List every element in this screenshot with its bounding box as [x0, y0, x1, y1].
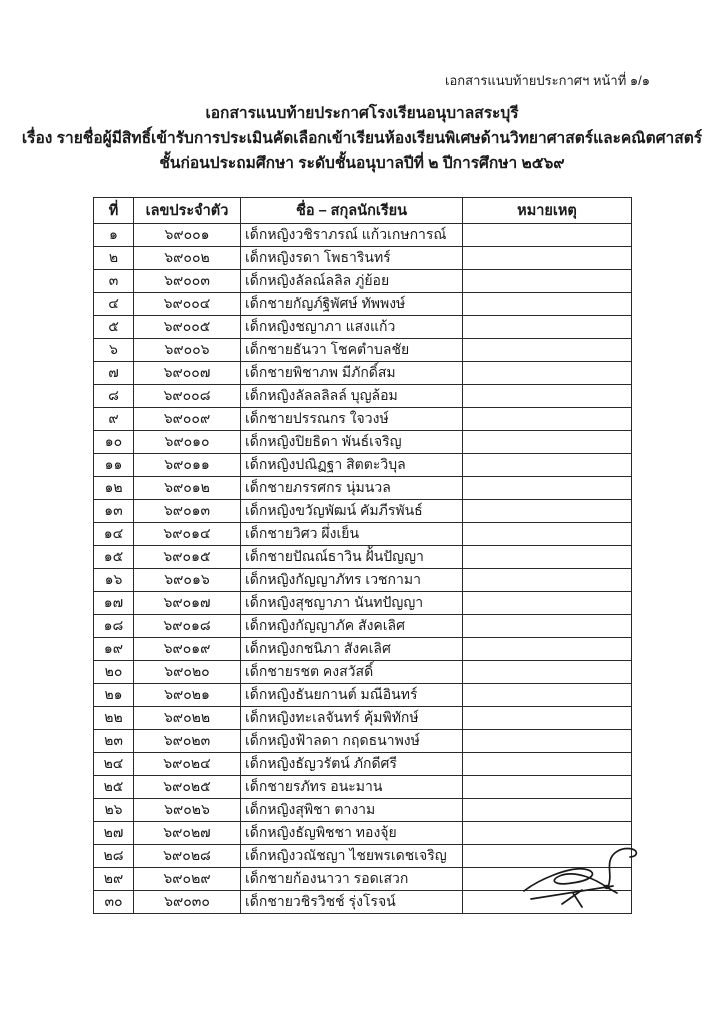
student-id-cell: ๖๙๐๑๐ [134, 431, 241, 454]
student-id-cell: ๖๙๐๑๙ [134, 638, 241, 661]
remark-cell [463, 316, 632, 339]
row-number-cell: ๖ [94, 339, 134, 362]
row-number-cell: ๕ [94, 316, 134, 339]
table-row [94, 776, 632, 799]
remark-cell [463, 477, 632, 500]
column-header-name: ชื่อ – สกุลนักเรียน [241, 198, 463, 224]
table-row [94, 615, 632, 638]
remark-cell [463, 684, 632, 707]
student-id-cell: ๖๙๐๐๑ [134, 224, 241, 247]
row-number-cell: ๒ [94, 247, 134, 270]
table-row [94, 224, 632, 247]
remark-cell [463, 707, 632, 730]
column-header-remark: หมายเหตุ [463, 198, 632, 224]
row-number-cell: ๑๖ [94, 569, 134, 592]
student-id-cell: ๖๙๐๒๙ [134, 868, 241, 891]
student-name-cell: เด็กหญิงฟ้าลดา กฤดธนาพงษ์ [241, 730, 463, 753]
row-number-cell: ๒๖ [94, 799, 134, 822]
student-name-cell: เด็กชายรภัทร อนะมาน [241, 776, 463, 799]
table-row [94, 661, 632, 684]
row-number-cell: ๒๑ [94, 684, 134, 707]
student-name-cell: เด็กหญิงกัญญาภัค สังคเลิศ [241, 615, 463, 638]
student-id-cell: ๖๙๐๒๖ [134, 799, 241, 822]
table-row [94, 339, 632, 362]
remark-cell [463, 431, 632, 454]
student-id-cell: ๖๙๐๒๒ [134, 707, 241, 730]
column-header-student-id: เลขประจำตัว [134, 198, 241, 224]
table-header-row [94, 198, 632, 224]
remark-cell [463, 730, 632, 753]
student-id-cell: ๖๙๐๑๕ [134, 546, 241, 569]
signature-mark [518, 845, 652, 919]
student-name-cell: เด็กชายรชต คงสวัสดิ์ [241, 661, 463, 684]
student-name-cell: เด็กชายปรรณกร ใจวงษ์ [241, 408, 463, 431]
table-row [94, 408, 632, 431]
student-id-cell: ๖๙๐๐๕ [134, 316, 241, 339]
row-number-cell: ๔ [94, 293, 134, 316]
student-name-cell: เด็กหญิงปิยธิดา พันธ์เจริญ [241, 431, 463, 454]
remark-cell [463, 362, 632, 385]
student-name-cell: เด็กชายธันวา โชคตำบลชัย [241, 339, 463, 362]
student-name-cell: เด็กหญิงธันยกานต์ มณีอินทร์ [241, 684, 463, 707]
student-name-cell: เด็กหญิงวชิราภรณ์ แก้วเกษการณ์ [241, 224, 463, 247]
table-row [94, 247, 632, 270]
student-name-cell: เด็กชายพิชาภพ มีภักดิ์สม [241, 362, 463, 385]
student-name-cell: เด็กชายก้องนาวา รอดเสวก [241, 868, 463, 891]
remark-cell [463, 638, 632, 661]
student-id-cell: ๖๙๐๑๔ [134, 523, 241, 546]
title-line-2: เรื่อง รายชื่อผู้มีสิทธิ์เข้ารับการประเมินคัดเลือกเข้าเรียนห้องเรียนพิเศษด้านวิทยาศาสตร์และคณิตศาสตร์ [21, 130, 703, 147]
remark-cell [463, 776, 632, 799]
remark-cell [463, 270, 632, 293]
row-number-cell: ๒๕ [94, 776, 134, 799]
student-id-cell: ๖๙๐๒๑ [134, 684, 241, 707]
signature-tail [608, 849, 636, 887]
student-id-cell: ๖๙๐๐๗ [134, 362, 241, 385]
table-row [94, 293, 632, 316]
row-number-cell: ๓ [94, 270, 134, 293]
remark-cell [463, 569, 632, 592]
row-number-cell: ๑๐ [94, 431, 134, 454]
remark-cell [463, 661, 632, 684]
table-row [94, 799, 632, 822]
remark-cell [463, 500, 632, 523]
student-id-cell: ๖๙๐๒๐ [134, 661, 241, 684]
row-number-cell: ๒๒ [94, 707, 134, 730]
student-id-cell: ๖๙๐๐๓ [134, 270, 241, 293]
remark-cell [463, 615, 632, 638]
student-name-cell: เด็กหญิงสุพิชา ตางาม [241, 799, 463, 822]
remark-cell [463, 546, 632, 569]
student-name-cell: เด็กชายปัณณ์ธาวิน ฝั้นปัญญา [241, 546, 463, 569]
table-row [94, 477, 632, 500]
student-id-cell: ๖๙๐๒๓ [134, 730, 241, 753]
student-id-cell: ๖๙๐๓๐ [134, 891, 241, 914]
student-name-cell: เด็กหญิงรดา โพธารินทร์ [241, 247, 463, 270]
row-number-cell: ๘ [94, 385, 134, 408]
remark-cell [463, 592, 632, 615]
row-number-cell: ๒๐ [94, 661, 134, 684]
student-name-cell: เด็กหญิงขวัญพัฒน์ คัมภีรพันธ์ [241, 500, 463, 523]
table-row [94, 569, 632, 592]
student-name-cell: เด็กชายภรรศกร นุ่มนวล [241, 477, 463, 500]
signature-loop [524, 869, 617, 893]
student-id-cell: ๖๙๐๑๓ [134, 500, 241, 523]
remark-cell [463, 339, 632, 362]
table-row [94, 546, 632, 569]
table-row [94, 270, 632, 293]
student-name-cell: เด็กหญิงปณิฏฐา สิตตะวิบุล [241, 454, 463, 477]
row-number-cell: ๑๓ [94, 500, 134, 523]
column-header-number: ที่ [94, 198, 134, 224]
student-id-cell: ๖๙๐๑๘ [134, 615, 241, 638]
remark-cell [463, 408, 632, 431]
signature-dot [604, 885, 610, 889]
table-row [94, 684, 632, 707]
student-name-cell: เด็กหญิงวณัชญา ไชยพรเดชเจริญ [241, 845, 463, 868]
student-id-cell: ๖๙๐๒๔ [134, 753, 241, 776]
table-row [94, 362, 632, 385]
student-name-cell: เด็กหญิงธัญพิชชา ทองจุ้ย [241, 822, 463, 845]
row-number-cell: ๙ [94, 408, 134, 431]
row-number-cell: ๑ [94, 224, 134, 247]
student-name-cell: เด็กหญิงลัลณ์ลลิล ภู่ย้อย [241, 270, 463, 293]
remark-cell [463, 799, 632, 822]
table-row [94, 592, 632, 615]
row-number-cell: ๑๒ [94, 477, 134, 500]
row-number-cell: ๒๔ [94, 753, 134, 776]
row-number-cell: ๑๘ [94, 615, 134, 638]
row-number-cell: ๒๘ [94, 845, 134, 868]
student-id-cell: ๖๙๐๐๔ [134, 293, 241, 316]
remark-cell [463, 247, 632, 270]
student-name-cell: เด็กชายวิศว ผึ่งเย็น [241, 523, 463, 546]
student-name-cell: เด็กหญิงธัญวรัตน์ ภักดีศรี [241, 753, 463, 776]
student-name-cell: เด็กชายกัญภ์ฐิพัศษ์ ทัพพงษ์ [241, 293, 463, 316]
remark-cell [463, 293, 632, 316]
table-row [94, 822, 632, 845]
student-id-cell: ๖๙๐๒๗ [134, 822, 241, 845]
student-name-cell: เด็กหญิงสุชญาภา นันทปัญญา [241, 592, 463, 615]
remark-cell [463, 753, 632, 776]
student-id-cell: ๖๙๐๐๘ [134, 385, 241, 408]
student-id-cell: ๖๙๐๒๕ [134, 776, 241, 799]
table-row [94, 638, 632, 661]
student-id-cell: ๖๙๐๑๑ [134, 454, 241, 477]
student-name-cell: เด็กหญิงชญาภา แสงแก้ว [241, 316, 463, 339]
table-row [94, 385, 632, 408]
table-row [94, 523, 632, 546]
student-id-cell: ๖๙๐๐๒ [134, 247, 241, 270]
student-id-cell: ๖๙๐๒๘ [134, 845, 241, 868]
student-id-cell: ๖๙๐๑๗ [134, 592, 241, 615]
table-row [94, 730, 632, 753]
student-name-cell: เด็กชายวชิรวิชช์ รุ่งโรจน์ [241, 891, 463, 914]
row-number-cell: ๑๔ [94, 523, 134, 546]
row-number-cell: ๑๙ [94, 638, 134, 661]
row-number-cell: ๓๐ [94, 891, 134, 914]
row-number-cell: ๒๗ [94, 822, 134, 845]
remark-cell [463, 224, 632, 247]
title-line-3: ชั้นก่อนประถมศึกษา ระดับชั้นอนุบาลปีที่ ๒ ปีการศึกษา ๒๕๖๙ [159, 155, 565, 172]
student-name-cell: เด็กหญิงทะเลจันทร์ คุ้มพิทักษ์ [241, 707, 463, 730]
row-number-cell: ๗ [94, 362, 134, 385]
remark-cell [463, 454, 632, 477]
remark-cell [463, 822, 632, 845]
row-number-cell: ๑๕ [94, 546, 134, 569]
row-number-cell: ๑๑ [94, 454, 134, 477]
page-number-note: เอกสารแนบท้ายประกาศฯ หน้าที่ ๑/๑ [445, 73, 650, 88]
document-title-block [0, 101, 724, 176]
title-line-1: เอกสารแนบท้ายประกาศโรงเรียนอนุบาลสระบุรี [205, 105, 519, 122]
table-row [94, 707, 632, 730]
table-row [94, 753, 632, 776]
remark-cell [463, 385, 632, 408]
student-name-cell: เด็กหญิงกัญญาภัทร เวชกามา [241, 569, 463, 592]
remark-cell [463, 523, 632, 546]
student-id-cell: ๖๙๐๑๒ [134, 477, 241, 500]
row-number-cell: ๒๙ [94, 868, 134, 891]
table-row [94, 431, 632, 454]
student-id-cell: ๖๙๐๑๖ [134, 569, 241, 592]
student-id-cell: ๖๙๐๐๖ [134, 339, 241, 362]
table-row [94, 454, 632, 477]
student-name-cell: เด็กหญิงลัลลลิลล์ บุญล้อม [241, 385, 463, 408]
student-id-cell: ๖๙๐๐๙ [134, 408, 241, 431]
student-name-cell: เด็กหญิงกชนิภา สังคเลิศ [241, 638, 463, 661]
row-number-cell: ๒๓ [94, 730, 134, 753]
table-row [94, 316, 632, 339]
student-roster-table [93, 197, 632, 914]
table-row [94, 500, 632, 523]
row-number-cell: ๑๗ [94, 592, 134, 615]
